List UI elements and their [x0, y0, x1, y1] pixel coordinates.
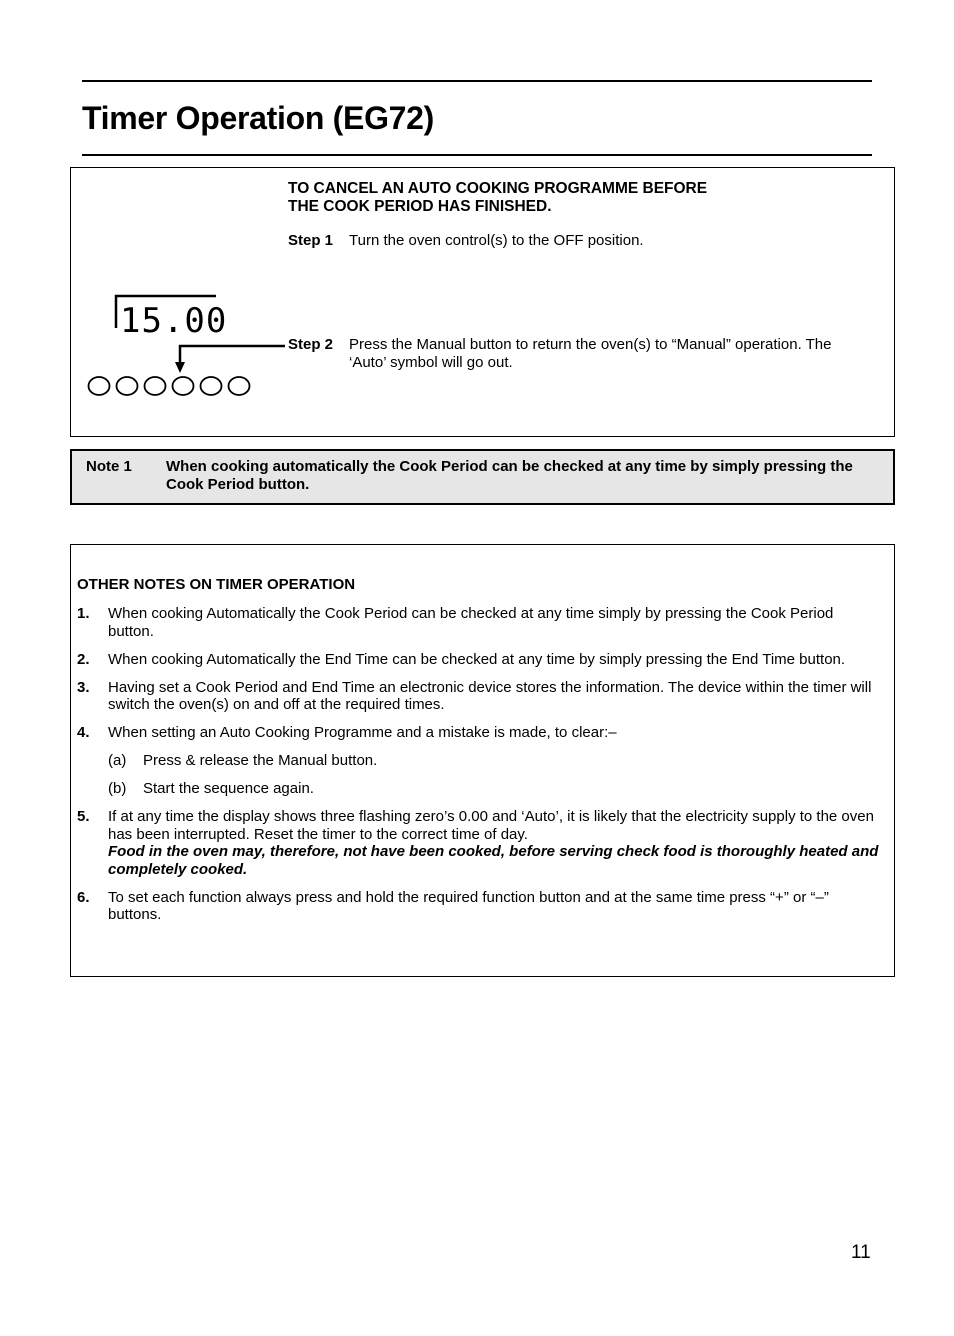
sub-list-text: Press & release the Manual button. — [143, 752, 378, 769]
timer-buttons-row — [89, 377, 250, 395]
list-item-text: When cooking Automatically the End Time can be checked at any time by simply pressing the End Time button. — [108, 650, 846, 668]
list-item-text: When cooking Automatically the Cook Period can be checked at any time simply by pressing the Cook Period button. — [108, 605, 834, 640]
list-item-number: 3. — [77, 678, 90, 696]
list-item-text: To set each function always press and hold the required function button and at the same time press “+” or “–” buttons. — [108, 888, 829, 923]
timer-button — [201, 377, 222, 395]
sub-list — [108, 752, 882, 798]
list-item-text: If at any time the display shows three flashing zero’s 0.00 and ‘Auto’, it is likely that the electricity supply to the oven has been interrupted. Reset the timer to the correct time of day. — [108, 808, 874, 843]
list-item — [77, 724, 882, 798]
timer-button — [117, 377, 138, 395]
note-1-panel — [70, 449, 895, 505]
step-2-text: Press the Manual button to return the oven(s) to “Manual” operation. The ‘Auto’ symbol will go out. — [349, 336, 832, 371]
other-notes-panel — [70, 544, 895, 977]
cancel-heading-line2: THE COOK PERIOD HAS FINISHED. — [288, 197, 552, 215]
cancel-heading-line1: TO CANCEL AN AUTO COOKING PROGRAMME BEFORE — [288, 180, 708, 197]
timer-button — [229, 377, 250, 395]
page-number: 11 — [851, 1242, 871, 1263]
cancel-programme-panel — [70, 167, 895, 437]
display-readout: 15.00 — [120, 301, 228, 341]
timer-display-illustration — [83, 290, 293, 400]
step-2-label: Step 2 — [288, 336, 334, 353]
other-notes-heading: OTHER NOTES ON TIMER OPERATION — [77, 576, 356, 593]
top-rule — [82, 80, 872, 82]
list-item — [77, 889, 882, 924]
list-item-text: When setting an Auto Cooking Programme and a mistake is made, to clear:– — [108, 724, 617, 741]
list-item-text: Having set a Cook Period and End Time an electronic device stores the information. The device within the timer will switch the oven(s) on and off at the required times. — [108, 678, 872, 713]
step-1-label: Step 1 — [288, 232, 334, 249]
list-item-number: 6. — [77, 888, 90, 906]
pointer-arrowhead — [175, 362, 185, 373]
list-item-number: 5. — [77, 808, 90, 825]
sub-list-label: (b) — [108, 780, 127, 797]
cancel-heading — [288, 180, 848, 215]
sub-list-item — [108, 780, 882, 798]
note-text: When cooking automatically the Cook Period can be checked at any time by simply pressing the Cook Period button. — [166, 458, 853, 493]
sub-list-label: (a) — [108, 752, 127, 769]
list-item — [77, 808, 882, 878]
sub-list-item — [108, 752, 882, 770]
list-item — [77, 605, 882, 640]
timer-button — [89, 377, 110, 395]
list-item-number: 4. — [77, 724, 90, 741]
safety-warning: Food in the oven may, therefore, not have been cooked, before serving check food is thoroughly heated and completely cooked. — [108, 843, 879, 878]
sub-list-text: Start the sequence again. — [143, 780, 314, 797]
list-item — [77, 679, 882, 714]
pointer-line — [180, 346, 285, 364]
manual-button — [173, 377, 194, 395]
list-item — [77, 651, 882, 669]
list-item-number: 1. — [77, 605, 90, 622]
page-title: Timer Operation (EG72) — [82, 100, 435, 136]
timer-button — [145, 377, 166, 395]
list-item-number: 2. — [77, 650, 90, 668]
note-label: Note 1 — [86, 458, 132, 475]
step-1-text: Turn the oven control(s) to the OFF position. — [349, 232, 644, 249]
other-notes-list — [77, 605, 882, 934]
title-underline — [82, 154, 872, 156]
